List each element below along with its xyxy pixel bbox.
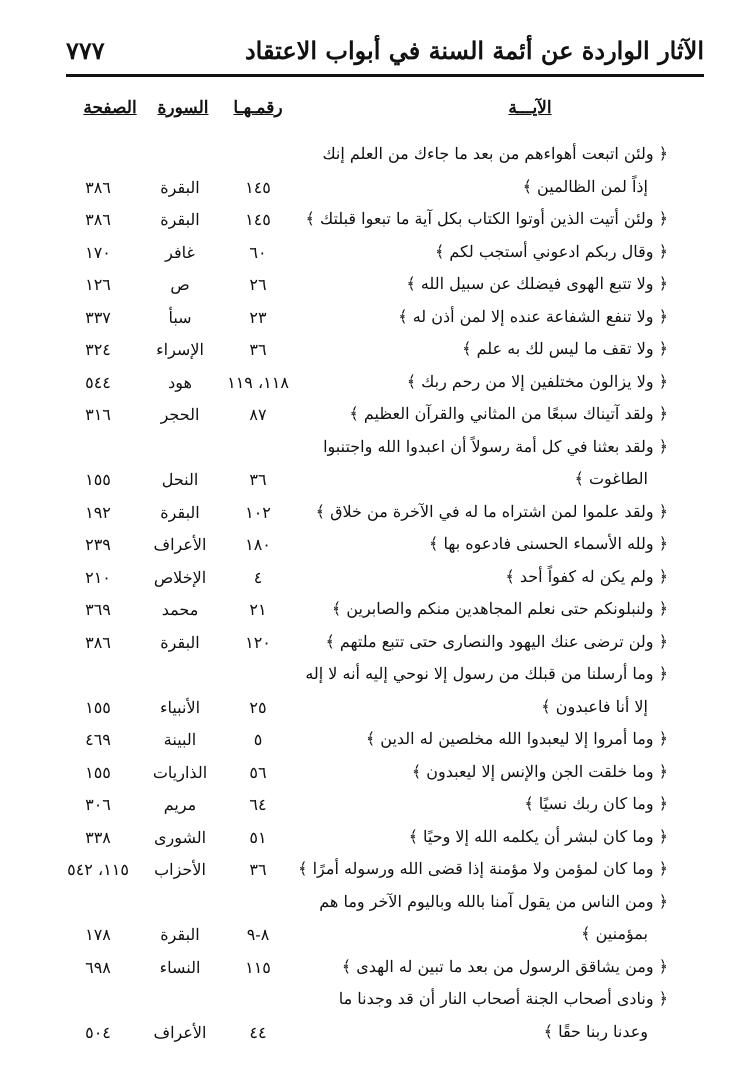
- surah-name: الذاريات: [152, 762, 208, 782]
- page-reference: ٦٩٨: [85, 957, 111, 977]
- verse-text: ﴿ ومن الناس من يقول آمنا بالله وباليوم الآخر وما هم: [319, 891, 668, 911]
- surah-name: البقرة: [160, 210, 200, 229]
- index-entry: [0, 303, 744, 335]
- surah-name: مريم: [163, 795, 197, 814]
- page-reference: ٣٠٦: [85, 795, 111, 814]
- surah-name: الحجر: [160, 405, 200, 424]
- verse-text: ﴿ وما خلقت الجن والإنس إلا ليعبدون ﴾: [411, 761, 668, 781]
- page-reference: ٥٠٤: [85, 1022, 111, 1042]
- ayah-number: ٢٣: [249, 307, 267, 327]
- surah-name: البينة: [163, 730, 197, 749]
- verse-text: ﴿ وما كان لمؤمن ولا مؤمنة إذا قضى الله ورسوله أمرًا ﴾: [298, 859, 668, 878]
- index-entry: [0, 953, 744, 985]
- index-entry: [0, 368, 744, 400]
- ayah-number: ٣٦: [249, 860, 267, 879]
- index-entry: [0, 985, 744, 1017]
- page-reference: ١٥٥: [85, 762, 111, 782]
- verse-text-continuation: إذاً لمن الظالمين ﴾: [522, 176, 648, 196]
- surah-name: البقرة: [160, 502, 200, 522]
- index-entry: [0, 238, 744, 270]
- index-entry: [0, 335, 744, 367]
- verse-text-continuation: بمؤمنين ﴾: [581, 924, 648, 943]
- ayah-number: ٤: [253, 567, 263, 587]
- ayah-number: ١٤٥: [245, 177, 271, 197]
- verse-text: ﴿ ولنبلونكم حتى نعلم المجاهدين منكم والصابرين ﴾: [331, 599, 668, 618]
- surah-name: الإسراء: [156, 340, 204, 359]
- ayah-number: ١١٨، ١١٩: [227, 372, 289, 392]
- surah-name: البقرة: [160, 177, 200, 197]
- surah-name: البقرة: [160, 925, 200, 944]
- ayah-number: ٢٦: [249, 275, 267, 294]
- index-entry: [0, 725, 744, 757]
- verse-text: ﴿ وما أمروا إلا ليعبدوا الله مخلصين له الدين ﴾: [365, 729, 668, 748]
- column-header-verse: الآيـــة: [508, 98, 552, 118]
- page-number: ٧٧٧: [66, 36, 105, 65]
- index-entry: [0, 140, 744, 172]
- page-reference: ٣٨٦: [85, 632, 111, 652]
- page-reference: ٣٦٩: [85, 600, 111, 619]
- running-title: الآثار الواردة عن أئمة السنة في أبواب الاعتقاد: [244, 36, 704, 65]
- surah-name: سبأ: [168, 307, 192, 327]
- index-entry: [0, 790, 744, 822]
- page-reference: ١٧٨: [85, 925, 111, 944]
- surah-name: ص: [170, 275, 190, 294]
- index-entry: [0, 563, 744, 595]
- index-entry: [0, 888, 744, 920]
- verse-text: ﴿ ولقد علموا لمن اشتراه ما له في الآخرة من خلاق ﴾: [315, 501, 668, 521]
- surah-name: البقرة: [160, 632, 200, 652]
- index-entry: [0, 205, 744, 237]
- ayah-number: ١٨٠: [245, 535, 271, 554]
- index-entry-continuation: [0, 173, 744, 205]
- ayah-number: ٣٦: [249, 470, 267, 489]
- column-header-ayah-number: رقمـهـا: [233, 98, 283, 118]
- ayah-number: ٢٥: [249, 697, 267, 717]
- ayah-number: ١٤٥: [245, 210, 271, 229]
- index-entry: [0, 595, 744, 627]
- page-reference: ١٩٢: [85, 502, 111, 522]
- index-entry: [0, 530, 744, 562]
- verse-text: ﴿ ولا تنفع الشفاعة عنده إلا لمن أذن له ﴾: [398, 306, 668, 326]
- index-entry: [0, 498, 744, 530]
- page-reference: ١٢٦: [85, 275, 111, 294]
- ayah-number: ٦٤: [249, 795, 267, 814]
- surah-name: الشورى: [153, 827, 207, 847]
- verse-text: ﴿ ومن يشاقق الرسول من بعد ما تبين له الهدى ﴾: [341, 956, 668, 976]
- page-reference: ٢٣٩: [85, 535, 111, 554]
- surah-name: غافر: [165, 242, 195, 262]
- verse-text-continuation: الطاغوت ﴾: [574, 469, 648, 488]
- index-entry-continuation: [0, 920, 744, 952]
- index-entry-continuation: [0, 465, 744, 497]
- index-entry: [0, 628, 744, 660]
- ayah-number: ٨-٩: [246, 925, 270, 944]
- verse-text: ﴿ ولا تتبع الهوى فيضلك عن سبيل الله ﴾: [406, 274, 668, 293]
- verse-text: ﴿ ولا يزالون مختلفين إلا من رحم ربك ﴾: [406, 371, 668, 391]
- ayah-number: ٨٧: [249, 405, 267, 424]
- surah-name: النحل: [161, 470, 199, 489]
- verse-text: ﴿ ولم يكن له كفواً أحد ﴾: [505, 566, 668, 586]
- verse-text: ﴿ وما كان لبشر أن يكلمه الله إلا وحيًا ﴾: [408, 826, 668, 846]
- ayah-number: ٢١: [249, 600, 267, 619]
- verse-text: ﴿ ولئن أتيت الذين أوتوا الكتاب بكل آية ما تبعوا قبلتك ﴾: [305, 209, 668, 228]
- ayah-number: ٦٠: [249, 242, 267, 262]
- page-reference: ٣٣٧: [85, 307, 111, 327]
- column-header-page: الصفحة: [83, 98, 137, 118]
- verse-text-continuation: إلا أنا فاعبدون ﴾: [541, 696, 648, 716]
- surah-name: الإخلاص: [153, 567, 207, 587]
- index-entry-continuation: [0, 1018, 744, 1050]
- index-entry: [0, 758, 744, 790]
- index-entry: [0, 400, 744, 432]
- page-reference: ٣١٦: [85, 405, 111, 424]
- index-entry: [0, 433, 744, 465]
- surah-name: محمد: [161, 600, 199, 619]
- index-entry: [0, 823, 744, 855]
- page-reference: ٣٢٤: [85, 340, 111, 359]
- verse-text: ﴿ ولقد بعثنا في كل أمة رسولاً أن اعبدوا الله واجتنبوا: [323, 436, 668, 456]
- page-reference: ٤٦٩: [85, 730, 111, 749]
- surah-name: الأعراف: [153, 535, 207, 554]
- surah-name: الأنبياء: [159, 697, 201, 717]
- ayah-number: ٣٦: [249, 340, 267, 359]
- index-entry: [0, 270, 744, 302]
- page-reference: ٢١٠: [85, 567, 111, 587]
- page-reference: ١٥٥: [85, 697, 111, 717]
- index-entry-continuation: [0, 693, 744, 725]
- surah-name: الأعراف: [153, 1022, 207, 1042]
- index-entry: [0, 660, 744, 692]
- index-entry: [0, 855, 744, 887]
- verse-text: ﴿ وقال ربكم ادعوني أستجب لكم ﴾: [434, 241, 668, 261]
- verse-text: ﴿ ولن ترضى عنك اليهود والنصارى حتى تتبع ملتهم ﴾: [325, 631, 668, 651]
- ayah-number: ٥١: [249, 827, 267, 847]
- verse-text: ﴿ ولقد آتيناك سبعًا من المثاني والقرآن العظيم ﴾: [349, 404, 668, 423]
- page-reference: ٣٨٦: [85, 177, 111, 197]
- page-reference: ٣٨٦: [85, 210, 111, 229]
- verse-text: ﴿ وما أرسلنا من قبلك من رسول إلا نوحي إليه أنه لا إله: [305, 664, 668, 683]
- verse-text-continuation: وعدنا ربنا حقًا ﴾: [543, 1021, 648, 1041]
- verse-text: ﴿ ولله الأسماء الحسنى فادعوه بها ﴾: [429, 534, 668, 553]
- surah-name: الأحزاب: [154, 860, 206, 879]
- page-reference: ١٥٥: [85, 470, 111, 489]
- page-reference: ١٧٠: [85, 242, 111, 262]
- ayah-number: ٤٤: [249, 1022, 267, 1042]
- page-reference: ٥٤٤: [85, 372, 111, 392]
- page-reference: ٣٣٨: [85, 827, 111, 847]
- ayah-number: ٥٦: [249, 762, 267, 782]
- ayah-number: ١٢٠: [245, 632, 271, 652]
- ayah-number: ١٠٢: [245, 502, 271, 522]
- column-header-surah: السورة: [157, 98, 209, 118]
- verse-text: ﴿ ونادى أصحاب الجنة أصحاب النار أن قد وجدنا ما: [338, 989, 668, 1008]
- verse-text: ﴿ ولا تقف ما ليس لك به علم ﴾: [462, 339, 668, 358]
- surah-name: النساء: [159, 957, 201, 977]
- verse-text: ﴿ وما كان ربك نسيًا ﴾: [524, 794, 668, 813]
- ayah-number: ١١٥: [245, 957, 271, 977]
- surah-name: هود: [168, 372, 192, 392]
- page-reference: ١١٥، ٥٤٢: [67, 860, 129, 879]
- verse-text: ﴿ ولئن اتبعت أهواءهم من بعد ما جاءك من العلم إنك: [322, 144, 668, 163]
- ayah-number: ٥: [253, 730, 263, 749]
